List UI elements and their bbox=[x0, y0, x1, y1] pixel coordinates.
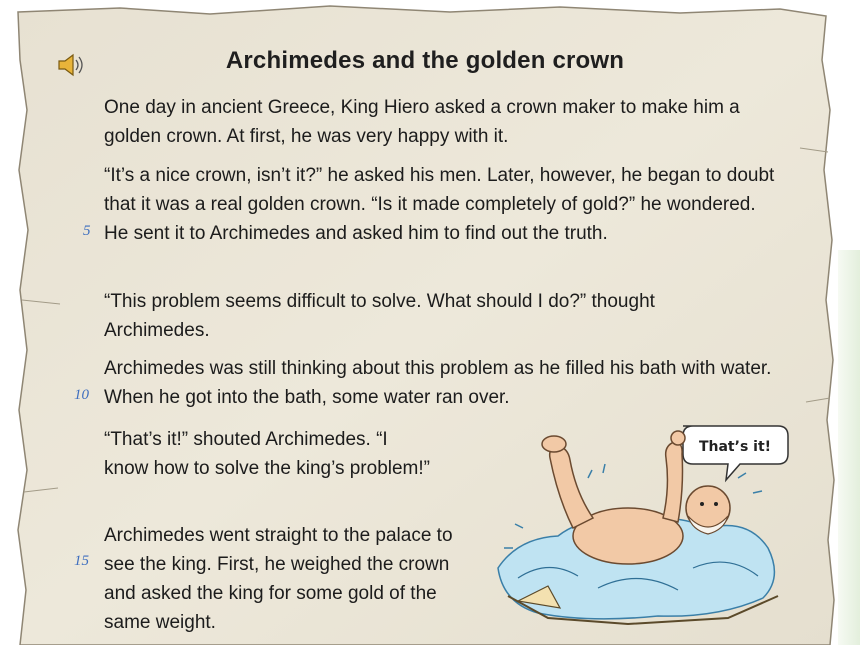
paragraph-4: Archimedes was still thinking about this problem as he filled his bath with water. When he got into the bath, some water ran over. bbox=[104, 358, 772, 408]
speech-bubble-text: That’s it! bbox=[698, 439, 772, 455]
paragraph-2: “It’s a nice crown, isn’t it?” he asked his men. Later, however, he began to doubt that it was a real golden crown. “Is it made completely of gold?” he wondered. He sent it to Archimedes and asked him to find out the truth. bbox=[104, 165, 775, 244]
line-number-15: 15 bbox=[74, 553, 89, 569]
speaker-icon[interactable] bbox=[56, 52, 86, 78]
story-title: Archimedes and the golden crown bbox=[225, 47, 625, 74]
line-number-10: 10 bbox=[74, 387, 89, 403]
line-number-5: 5 bbox=[83, 223, 91, 239]
paragraph-6: Archimedes went straight to the palace to see the king. First, he weighed the crown and asked the king for some gold of the same weight. bbox=[104, 525, 453, 633]
archimedes-bath-illustration bbox=[478, 418, 798, 628]
paragraph-5: “That’s it!” shouted Archimedes. “I know how to solve the king’s problem!” bbox=[104, 429, 430, 479]
paragraph-3: “This problem seems difficult to solve. What should I do?” thought Archimedes. bbox=[104, 291, 655, 341]
paragraph-1: One day in ancient Greece, King Hiero asked a crown maker to make him a golden crown. At first, he was very happy with it. bbox=[104, 97, 740, 147]
speech-bubble bbox=[683, 426, 788, 480]
